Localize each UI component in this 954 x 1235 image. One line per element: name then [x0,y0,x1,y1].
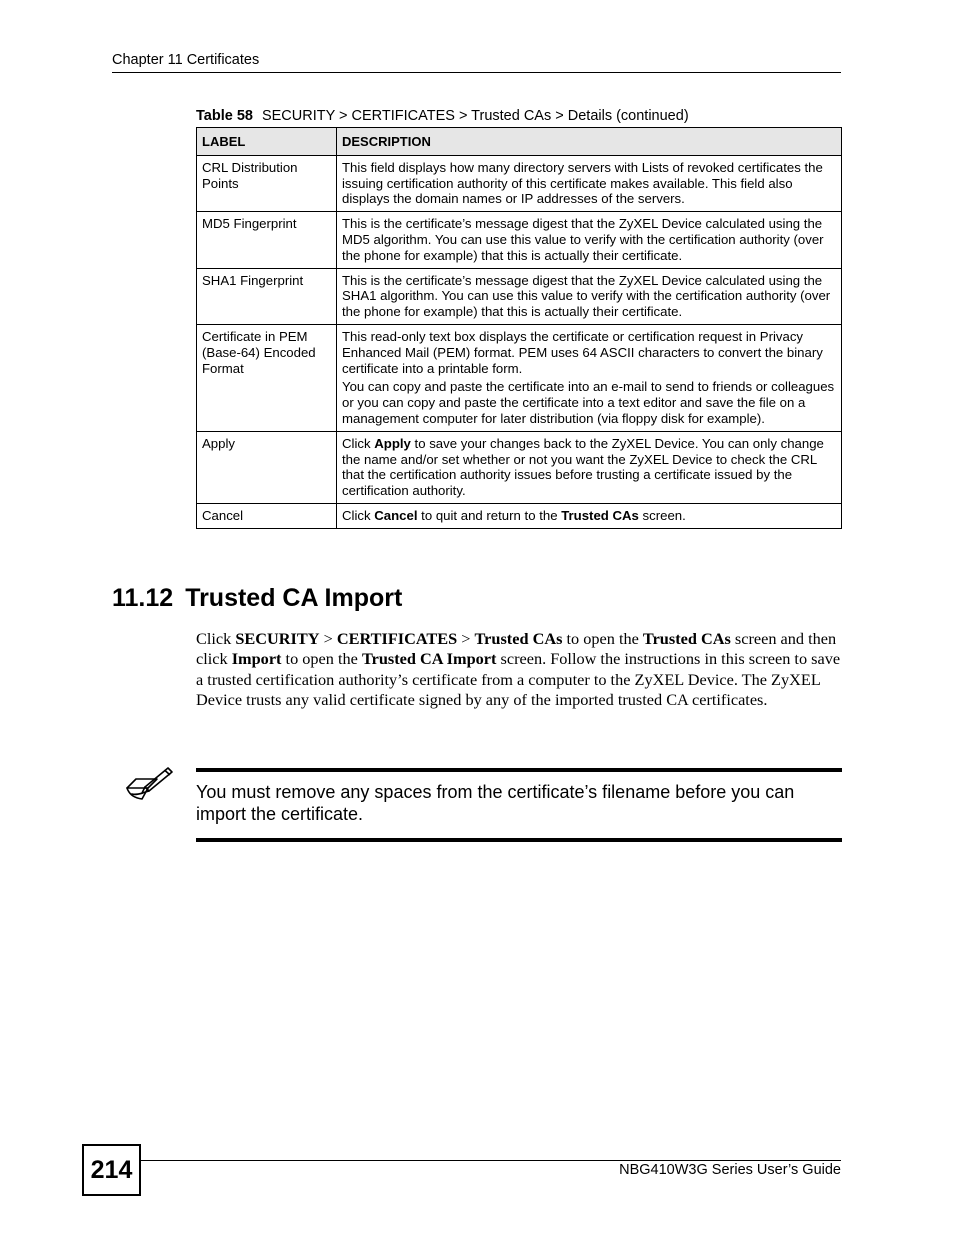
desc-bold-term: Cancel [374,507,418,523]
row-description: This is the certificate’s message digest that the ZyXEL Device calculated using the SHA1 algorithm. You can use this value to verify with the certification authority (over the phone for example) that this is actually their certificate. [337,268,842,324]
desc-text: screen. [638,507,686,523]
footer-rule [140,1160,841,1161]
table-caption [196,108,689,124]
section-number: 11.12 [112,584,174,612]
row-description: This is the certificate’s message digest that the ZyXEL Device calculated using the MD5 algorithm. You can use this value to verify with the certification authority (over the phone for example) that this is actually their certificate. [337,212,842,268]
row-description [337,503,842,528]
section-title: Trusted CA Import [185,584,403,612]
running-header: Chapter 11 Certificates [112,52,260,68]
row-label: Certificate in PEM (Base-64) Encoded Format [197,324,337,431]
row-label: Apply [197,431,337,503]
row-label: MD5 Fingerprint [197,212,337,268]
table-row [197,431,842,503]
row-label: CRL Distribution Points [197,155,337,211]
desc-text: Click [342,507,375,523]
table-caption-label: Table 58 [196,108,253,124]
column-header-description: DESCRIPTION [337,128,842,156]
table-row [197,155,842,211]
description-table [196,127,842,529]
header-rule [112,72,841,73]
table-row [197,212,842,268]
note-pencil-icon [124,766,174,802]
desc-bold-term: Trusted CAs [561,507,639,523]
row-description: This field displays how many directory servers with Lists of revoked certificates the issuing certification authority of this certificate makes available. This field also displays the domain names or IP addresses of the servers. [337,155,842,211]
row-description [337,431,842,503]
intro-paragraph: Click SECURITY > CERTIFICATES > Trusted CAs to open the Trusted CAs screen and then click Import to open the Trusted CA Import screen. Follow the instructions in this screen to save a trusted certification authority’s certificate from a computer to the ZyXEL Device. The ZyXEL Device trusts any valid certificate signed by any of the imported trusted CA certificates. [196,629,841,709]
desc-bold-term: Apply [374,435,411,451]
row-description [337,324,842,431]
row-label: SHA1 Fingerprint [197,268,337,324]
note-bottom-rule [196,838,842,842]
table-caption-text: SECURITY > CERTIFICATES > Trusted CAs > Details (continued) [261,108,689,124]
note-top-rule [196,768,842,772]
table-row [197,268,842,324]
row-description-paragraph: This read-only text box displays the certificate or certification request in Privacy Enhanced Mail (PEM) format. PEM uses 64 ASCII characters to convert the binary certificate into a printable form. [342,328,823,376]
column-header-label: LABEL [197,128,337,156]
table-row [197,324,842,431]
row-description-paragraph: You can copy and paste the certificate into an e-mail to send to friends or colleagues or you can copy and paste the certificate into a text editor and save the file on a management computer for later distribution (via floppy disk for example). [342,379,835,426]
table-row [197,503,842,528]
table-header-row [197,128,842,156]
page-number: 214 [82,1144,141,1196]
row-label: Cancel [197,503,337,528]
desc-text: to quit and return to the [417,507,562,523]
footer-guide-title: NBG410W3G Series User’s Guide [619,1162,841,1178]
note-text: You must remove any spaces from the certificate’s filename before you can import the certificate. [196,782,795,824]
desc-text: to save your changes back to the ZyXEL Device. You can only change the name and/or set whether or not you want the ZyXEL Device to check the CRL that the certification authority issues before trusting a certificate issued by the certification authority. [342,435,824,499]
desc-text: Click [342,435,375,451]
section-heading [112,584,402,613]
